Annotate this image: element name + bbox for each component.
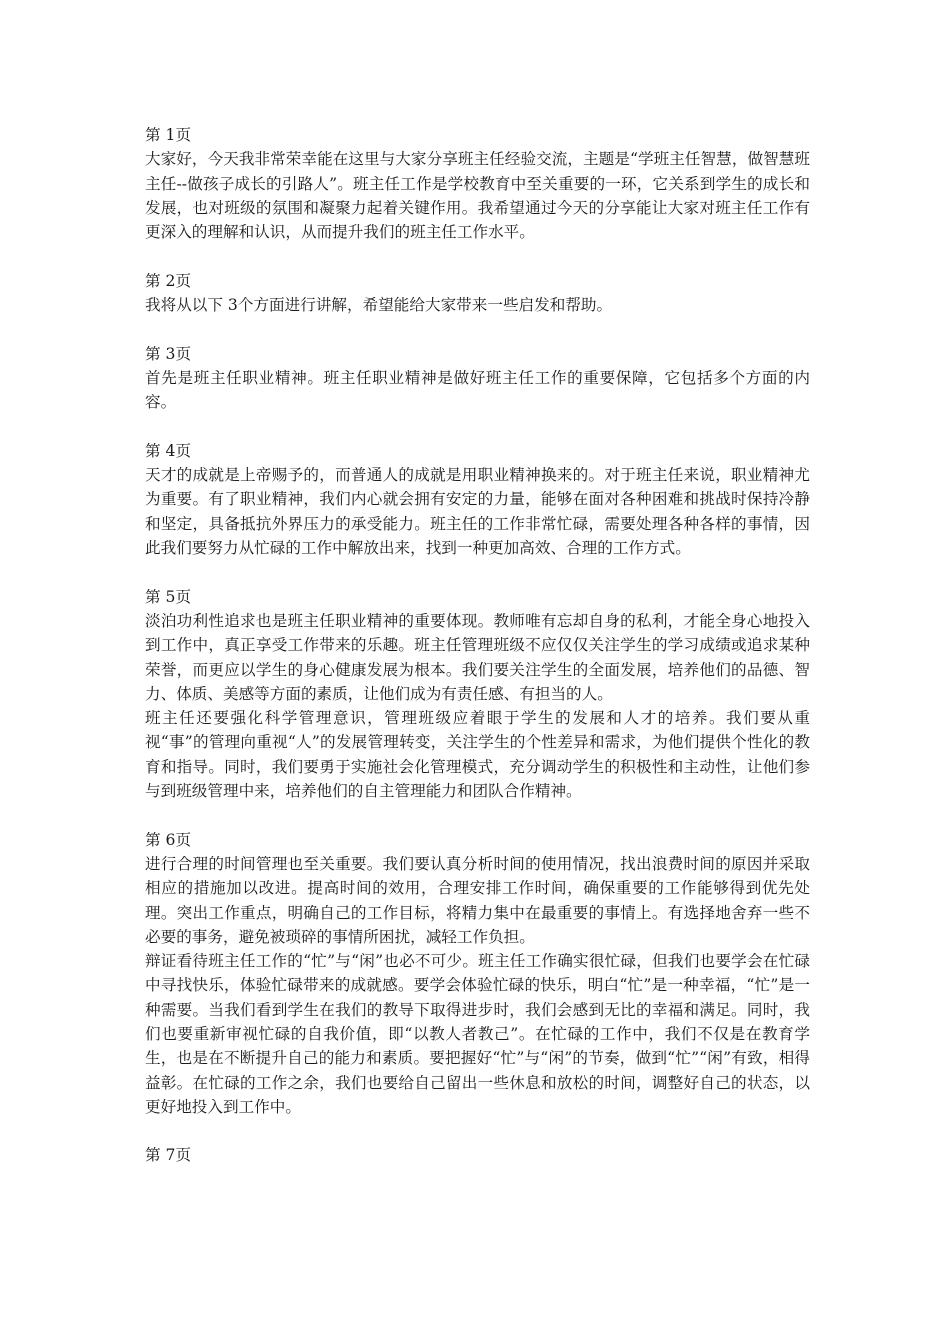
section-paragraph: 辩证看待班主任工作的“忙”与“闲”也必不可少。班主任工作确实很忙碌，但我们也要学会在忙碌中寻找快乐，体验忙碌带来的成就感。要学会体验忙碌的快乐，明白“忙”是一种幸福，“忙”是一种需要。当我们看到学生在我们的教导下取得进步时，我们会感到无比的幸福和满足。同时，我们也要重新审视忙碌的自我价值，即“以教人者教己”。在忙碌的工作中，我们不仅是在教育学生，也是在不断提升自己的能力和素质。要把握好“忙”与“闲”的节奏，做到“忙”“闲”有致，相得益彰。在忙碌的工作之余，我们也要给自己留出一些休息和放松的时间，调整好自己的状态，以更好地投入到工作中。	[145, 952, 810, 1116]
document-body	[145, 123, 810, 1192]
page-section-5	[145, 585, 810, 804]
section-paragraph: 首先是班主任职业精神。班主任职业精神是做好班主任工作的重要保障，它包括多个方面的内容。	[145, 368, 810, 412]
section-heading: 第 7页	[145, 1146, 192, 1165]
section-paragraph: 淡泊功利性追求也是班主任职业精神的重要体现。教师唯有忘却自身的私利，才能全身心地投入到工作中，真正享受工作带来的乐趣。班主任管理班级不应仅仅关注学生的学习成绩或追求某种荣誉，而更应以学生的身心健康发展为根本。我们要关注学生的全面发展，培养他们的品德、智力、体质、美感等方面的素质，让他们成为有责任感、有担当的人。	[145, 611, 810, 703]
section-heading: 第 4页	[145, 441, 192, 460]
section-heading: 第 6页	[145, 830, 192, 849]
section-paragraph: 班主任还要强化科学管理意识，管理班级应着眼于学生的发展和人才的培养。我们要从重视“事”的管理向重视“人”的发展管理转变，关注学生的个性差异和需求，为他们提供个性化的教育和指导。同时，我们要勇于实施社会化管理模式，充分调动学生的积极性和主动性，让他们参与到班级管理中来，培养他们的自主管理能力和团队合作精神。	[145, 709, 810, 801]
section-paragraph: 天才的成就是上帝赐予的，而普通人的成就是用职业精神换来的。对于班主任来说，职业精神尤为重要。有了职业精神，我们内心就会拥有安定的力量，能够在面对各种困难和挑战时保持冷静和坚定，具备抵抗外界压力的承受能力。班主任的工作非常忙碌，需要处理各种各样的事情，因此我们要努力从忙碌的工作中解放出来，找到一种更加高效、合理的工作方式。	[145, 466, 810, 558]
page-section-3	[145, 342, 810, 415]
page-section-4	[145, 439, 810, 560]
section-heading: 第 3页	[145, 344, 192, 363]
section-paragraph: 我将从以下 3个方面进行讲解，希望能给大家带来一些启发和帮助。	[145, 296, 613, 315]
page-section-1	[145, 123, 810, 244]
section-heading: 第 1页	[145, 126, 192, 144]
page-section-2	[145, 269, 810, 318]
page-section-7	[145, 1143, 810, 1167]
section-heading: 第 2页	[145, 271, 192, 290]
page-section-6	[145, 828, 810, 1120]
section-paragraph: 进行合理的时间管理也至关重要。我们要认真分析时间的使用情况，找出浪费时间的原因并采取相应的措施加以改进。提高时间的效用，合理安排工作时间，确保重要的工作能够得到优先处理。突出工作重点，明确自己的工作目标，将精力集中在最重要的事情上。有选择地舍弃一些不必要的事务，避免被琐碎的事情所困扰，减轻工作负担。	[145, 854, 810, 946]
section-heading: 第 5页	[145, 587, 192, 606]
section-paragraph: 大家好，今天我非常荣幸能在这里与大家分享班主任经验交流，主题是“学班主任智慧，做智慧班主任--做孩子成长的引路人”。班主任工作是学校教育中至关重要的一环，它关系到学生的成长和发展，也对班级的氛围和凝聚力起着关键作用。我希望通过今天的分享能让大家对班主任工作有更深入的理解和认识，从而提升我们的班主任工作水平。	[145, 150, 810, 242]
